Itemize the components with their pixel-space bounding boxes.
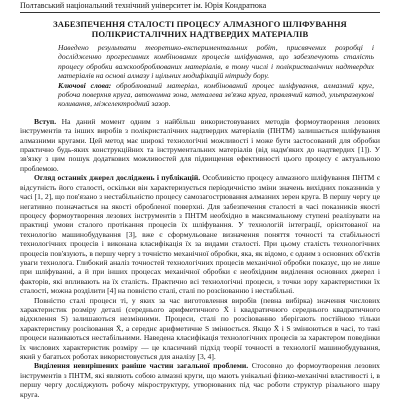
- paragraph-text: Повністю сталі процеси ті, у яких за час виготовлення виробів (певна вибірка) значення числових характеристик розміру деталі (середнього арифметичного X̄ і квадратичного середнього квадратичного відхилення S) залишаються незмінними. Процеси, сталі по розсіюванню зберігають постійною тільки характеристику розсіювання X̄, а середнє арифметичне S змінюється. Якщо X̄ і S змінюються в часі, то такі процеси називаються нестабільними. Наведена класифікація технологічних процесів за характером поведінки їх числових характеристик розміру — це класичний підхід теорії точності в технології машинобудування, який у багатьох роботах використовується для аналізу [3, 4].: [20, 295, 380, 361]
- paragraph-text: Стосовно до формоутворення лезових інструментів з ПНТМ, які являють собою алмазні круги, що мають унікальні фізико-механічні властивості і, в першу чергу досліджують робочу мікроструктуру, утворюваних під час роботи структур різального шару круга.: [20, 361, 380, 399]
- keywords-text: оброблюваний матеріал, комбінований процес шліфування, алмазний круг, робоча поверхня круга, автономна зона, металева зв'язка круга, правлячий катод, ультразвукові коливання, міжелектродний зазор.: [58, 80, 374, 109]
- paragraph-process-stability: [20, 296, 380, 362]
- paragraph-unresolved-problems: [20, 361, 380, 399]
- paper-body: [20, 117, 380, 399]
- section-heading-introduction: Вступ.: [34, 116, 57, 126]
- paragraph-text: Особливістю процесу алмазного шліфування ПНТМ є відсутність його сталості, оскільки він характеризується періодичністю зміни значень вихідних показників у часі [1, 2], що пов'язано з нестабільністю процесу самозагострювання алмазних зерен круга. В першу чергу це негативно позначається на якості обробленої поверхні. Для забезпечення сталості в часі показників якості процесу формоутворення лезових інструментів з ПНТМ необхідно в максимальному ступені реалізувати на практиці умови сталого протікання процесів їх шліфування. У технологій інтеграції, орієнтованої на технологію машинобудування [3], вже є сформульоване визначення поняття точності та стабільності технологічних процесів і виконана класифікація їх за видами сталості. При цьому сталість технологічних процесів пов'язують, в першу чергу з точністю механічної обробки, яка, як відомо, є одним з основних об'єктів уваги технолога. Глибокий аналіз точностей технологічних процесів механічної обробки показує, що не лише при шліфуванні, а й при інших процесах механічної обробки є необхідним виділення основних джерел і факторів, які впливають на їх сталість. Практично всі технологічні процеси, з точки зору характеристики їх сталості, можна розділити [4] на повністю сталі, сталі по розсіюванню і нестабільні.: [20, 173, 381, 296]
- section-heading-unresolved-problems: Виділення невирішених раніше частин загальної проблеми.: [34, 361, 249, 371]
- keywords-label: Ключові слова:: [58, 80, 112, 90]
- paragraph-introduction: [20, 117, 380, 173]
- paper-title: [20, 19, 380, 39]
- abstract-text: Наведено результати теоретико-експериментальних робіт, присвячених розробці і дослідженню прогресивних комбінованих процесів шліфування, що забезпечують сталість процесу обробки важкооброблюваних матеріалів, в тому числі і полікристалічних надтвердих матеріалів на основі алмазу і щільних модифікацій нітриду бору.: [58, 43, 374, 81]
- header-divider: [20, 12, 380, 13]
- paper-title-line-1: ЗАБЕЗПЕЧЕННЯ СТАЛОСТІ ПРОЦЕСУ АЛМАЗНОГО ШЛІФУВАННЯ: [53, 19, 347, 29]
- abstract: [58, 43, 374, 109]
- paper-title-line-2: ПОЛІКРИСТАЛІЧНИХ НАДТВЕРДИХ МАТЕРІАЛІВ: [91, 29, 309, 39]
- paragraph-literature-review: [20, 173, 380, 295]
- section-heading-literature-review: Огляд останніх джерел досліджень і публікацій.: [34, 173, 201, 183]
- author-affiliation: Полтавський національний технічний університет ім. Юрія Кондратюка: [20, 1, 267, 10]
- paragraph-text: На даний момент одним з найбільш використовуваних методів формоутворення лезових інструментів та інших виробів з полікристалічних надтвердих матеріалів (ПНТМ) залишається шліфування алмазними кругами. Цей метод має широкі технологічні можливості і може бути застосований для обробки практично будь-яких конструкційних та інструментальних матеріалів (від надм'яких до надтвердих [1]). У зв'язку з цим пошук додаткових можливостей для підвищення ефективності цього процесу є актуальною проблемою.: [20, 116, 380, 173]
